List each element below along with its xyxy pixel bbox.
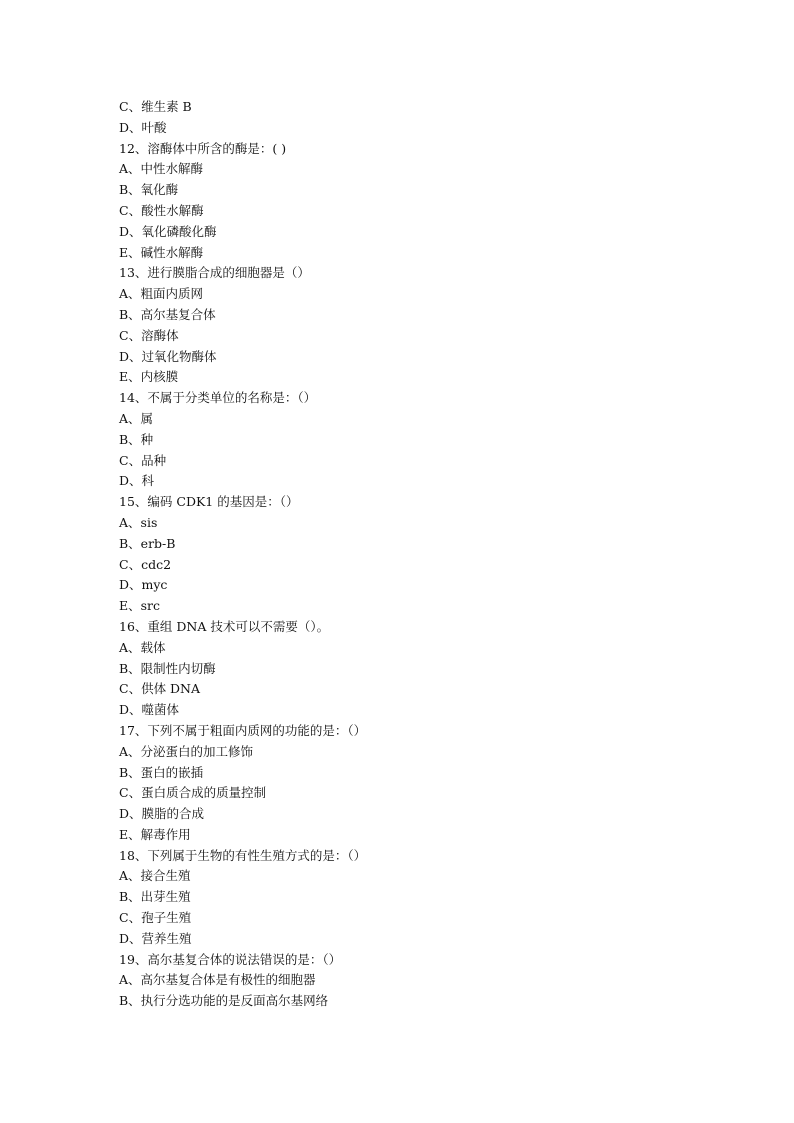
option-b: B、出芽生殖: [119, 889, 191, 905]
option-a: A、接合生殖: [119, 868, 191, 884]
option-a: A、sis: [119, 514, 158, 530]
option-e: E、碱性水解酶: [119, 244, 204, 260]
option-c: C、维生素 B: [119, 99, 192, 114]
option-a: A、载体: [119, 639, 166, 655]
option-e: E、src: [119, 598, 161, 614]
question-14: 14、不属于分类单位的名称是：（）: [119, 390, 317, 406]
option-a: A、粗面内质网: [119, 286, 204, 302]
question-17: 17、下列不属于粗面内质网的功能的是：（）: [119, 722, 367, 738]
option-d: D、myc: [119, 577, 168, 593]
option-d: D、营养生殖: [119, 930, 192, 946]
option-c: C、蛋白质合成的质量控制: [119, 785, 267, 801]
option-a: A、分泌蛋白的加工修饰: [119, 743, 254, 759]
option-a: A、高尔基复合体是有极性的细胞器: [119, 972, 316, 988]
option-d: D、膜脂的合成: [119, 806, 205, 822]
question-13: 13、进行膜脂合成的细胞器是（）: [119, 265, 310, 281]
option-b: B、高尔基复合体: [119, 306, 216, 322]
option-c: C、品种: [119, 452, 167, 468]
option-b: B、限制性内切酶: [119, 660, 216, 676]
option-b: B、执行分选功能的是反面高尔基网络: [119, 993, 329, 1009]
question-18: 18、下列属于生物的有性生殖方式的是：（）: [119, 847, 367, 863]
option-a: A、中性水解酶: [119, 161, 204, 177]
option-c: C、cdc2: [119, 556, 172, 572]
option-b: B、种: [119, 431, 154, 447]
question-15: 15、编码 CDK1 的基因是：（）: [119, 494, 299, 510]
option-c: C、酸性水解酶: [119, 202, 204, 218]
option-e: E、解毒作用: [119, 826, 191, 842]
option-c: C、溶酶体: [119, 327, 179, 343]
option-c: C、供体 DNA: [119, 681, 201, 697]
option-b: B、erb-B: [119, 535, 176, 551]
option-d: D、科: [119, 473, 155, 489]
option-b: B、氧化酶: [119, 182, 179, 198]
option-d: D、噬菌体: [119, 702, 180, 718]
question-12: 12、溶酶体中所含的酶是：( ): [119, 140, 287, 156]
option-c: C、孢子生殖: [119, 910, 192, 926]
option-d: D、叶酸: [119, 119, 167, 135]
option-d: D、氧化磷酸化酶: [119, 223, 217, 239]
option-e: E、内核膜: [119, 369, 179, 385]
question-19: 19、高尔基复合体的说法错误的是：（）: [119, 951, 342, 967]
option-a: A、属: [119, 410, 154, 426]
option-d: D、过氧化物酶体: [119, 348, 217, 364]
document-content: [119, 97, 719, 1012]
question-16: 16、重组 DNA 技术可以不需要（）。: [119, 618, 330, 634]
option-b: B、蛋白的嵌插: [119, 764, 204, 780]
